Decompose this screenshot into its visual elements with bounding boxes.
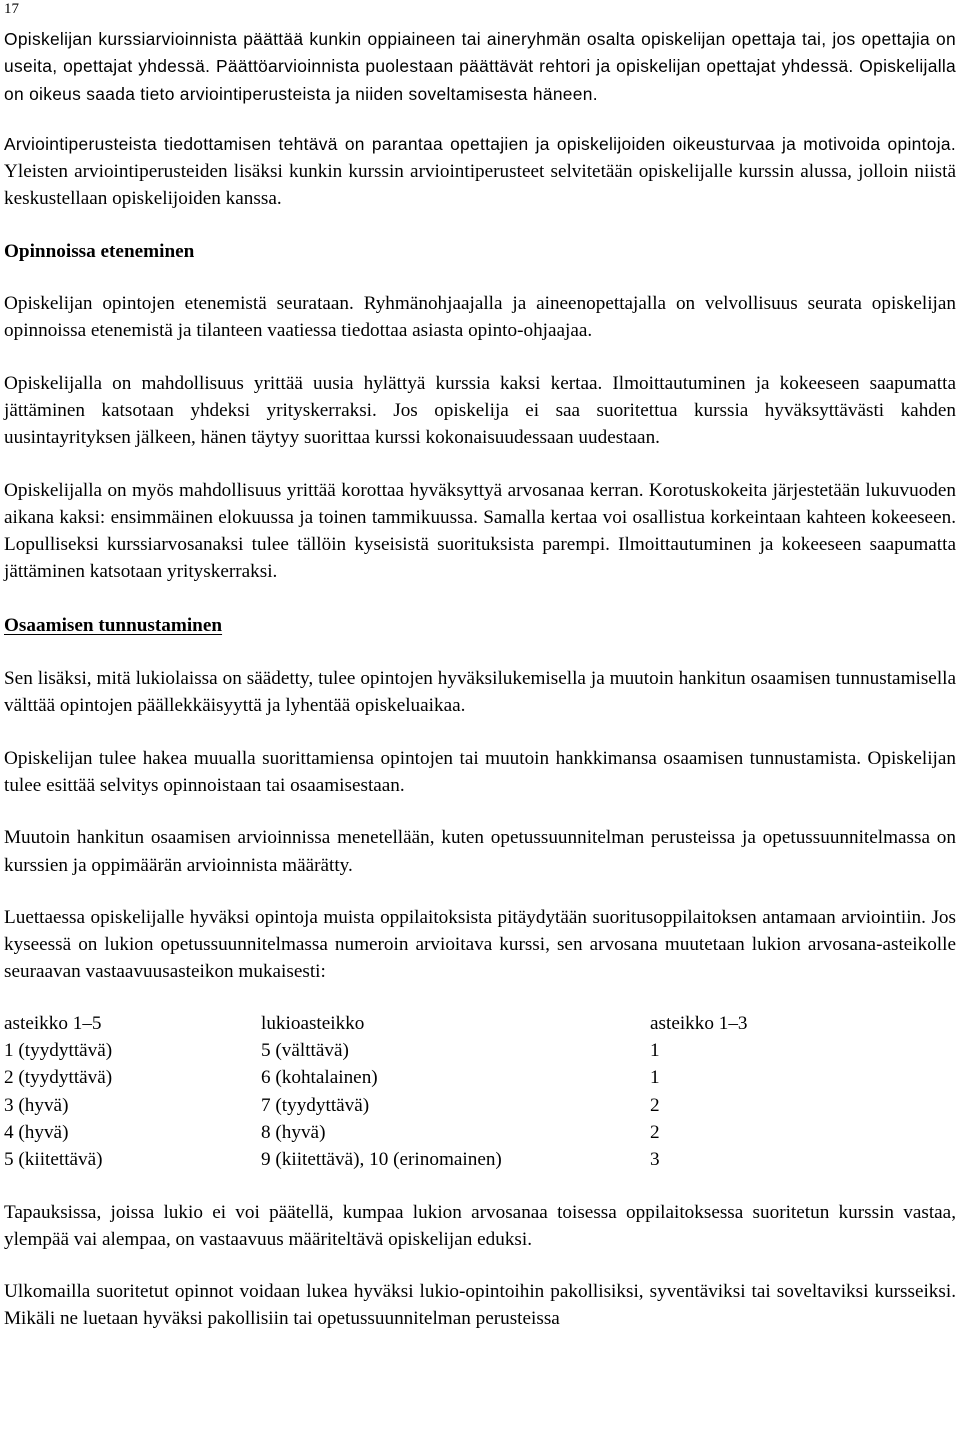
- paragraph-recognition-purpose: Sen lisäksi, mitä lukiolaissa on säädetty, tulee opintojen hyväksilukemisella ja muutoin hankitun osaamisen tunnustamisella välttää opintojen päällekkäisyyttä ja lyhentää opiskeluaikaa.: [4, 668, 956, 717]
- table-row: [4, 1119, 850, 1146]
- table-cell: 6 (kohtalainen): [261, 1067, 378, 1089]
- table-header-cell: asteikko 1–5: [4, 1012, 102, 1034]
- table-cell: 3: [650, 1149, 660, 1171]
- paragraph-assessment-criteria-info: [4, 131, 956, 213]
- table-row: [4, 1037, 850, 1064]
- paragraph-progress-monitoring: Opiskelijan opintojen etenemistä seurataan. Ryhmänohjaajalla ja aineenopettajalla on velvollisuus seurata opiskelijan opinnoissa etenemistä ja tilanteen vaatiessa tiedottaa asiasta opinto-ohjaajaa.: [4, 293, 956, 342]
- grade-conversion-table: [4, 1010, 850, 1174]
- heading-text: Osaamisen tunnustaminen: [4, 614, 223, 636]
- paragraph-recognition-assessment: Muutoin hankitun osaamisen arvioinnissa menetellään, kuten opetussuunnitelman perusteissa ja opetussuunnitelmassa on kurssien ja oppimäärän arvioinnista määrätty.: [4, 827, 956, 876]
- table-row: [4, 1146, 850, 1173]
- paragraph-retake-failed-course: Opiskelijalla on mahdollisuus yrittää uusia hylättyä kurssia kaksi kertaa. Ilmoittautuminen ja kokeeseen saapumatta jättäminen katsotaan yhdeksi yrityskerraksi. Jos opiskelija ei saa suoritettua kurssia hyväksyttävästi kahden uusintayrityksen jälkeen, hänen täytyy suorittaa kurssi kokonaisuudessaan uudestaan.: [4, 372, 956, 449]
- document-body: [4, 26, 956, 1333]
- paragraph-recognition-application: Opiskelijan tulee hakea muualla suorittamiensa opintojen tai muutoin hankkimansa osaamisen tunnustamista. Opiskelijan tulee esittää selvitys opinnoistaan tai osaamisestaan.: [4, 747, 956, 796]
- paragraph-grade-conversion: Luettaessa opiskelijalle hyväksi opintoja muista oppilaitoksista pitäydytään suoritusoppilaitoksen antamaan arviointiin. Jos kyseessä on lukion opetussuunnitelmassa numeroin arvioitava kurssi, sen arvosana muutetaan lukion arvosana-asteikolle seuraavan vastaavuusasteikon mukaisesti:: [4, 906, 956, 983]
- heading-recognition-of-learning: [4, 612, 956, 639]
- table-cell: 3 (hyvä): [4, 1094, 69, 1116]
- paragraph-fragment: Yleisten arviointiperusteiden lisäksi kunkin kurssin arviointiperusteet selvitetään opiskelijalle kurssin alussa, jolloin niistä keskustellaan opiskelijoiden kanssa.: [4, 161, 956, 210]
- table-cell: 1: [650, 1067, 660, 1089]
- heading-study-progress: Opinnoissa eteneminen: [4, 240, 195, 262]
- table-cell: 2: [650, 1121, 660, 1143]
- table-cell: 2 (tyydyttävä): [4, 1067, 113, 1089]
- paragraph-grade-improvement: Opiskelijalla on myös mahdollisuus yrittää korottaa hyväksyttyä arvosanaa kerran. Korotuskokeita järjestetään lukuvuoden aikana kaksi: ensimmäinen elokuussa ja toinen tammikuussa. Samalla kertaa voi osallistua korkeintaan kahteen kokeeseen. Lopulliseksi kurssiarvosanaksi tulee tällöin kyseisistä suorituksista parempi. Ilmoittautuminen ja kokeeseen saapumatta jättäminen katsotaan yrityskerraksi.: [4, 479, 956, 583]
- table-header-row: [4, 1010, 850, 1037]
- table-cell: 7 (tyydyttävä): [261, 1094, 370, 1116]
- paragraph-fragment: Arviointiperusteista tiedottamisen tehtävä on parantaa opettajien ja opiskelijoiden oikeusturvaa ja motivoida opintoja.: [4, 133, 956, 154]
- table-cell: 8 (hyvä): [261, 1121, 326, 1143]
- table-row: [4, 1092, 850, 1119]
- table-cell: 9 (kiitettävä), 10 (erinomainen): [261, 1149, 502, 1171]
- paragraph-assessment-decision: Opiskelijan kurssiarvioinnista päättää kunkin oppiaineen tai aineryhmän osalta opiskelijan opettaja tai, jos opettajia on useita, opettajat yhdessä. Päättöarvioinnista puolestaan päättävät rehtori ja opiskelijan opettajat yhdessä. Opiskelijalla on oikeus saada tieto arviointiperusteista ja niiden soveltamisesta häneen.: [4, 29, 956, 104]
- table-cell: 1 (tyydyttävä): [4, 1040, 113, 1062]
- paragraph-studies-abroad: Ulkomailla suoritetut opinnot voidaan lukea hyväksi lukio-opintoihin pakollisiksi, syventäviksi tai soveltaviksi kursseiksi. Mikäli ne luetaan hyväksi pakollisiin tai opetussuunnitelman perusteissa: [4, 1281, 956, 1330]
- paragraph-ambiguous-equivalence: Tapauksissa, joissa lukio ei voi päätellä, kumpaa lukion arvosanaa toisessa oppilaitoksessa suoritetun kurssin vastaa, ylempää vai alempaa, on vastaavuus määriteltävä opiskelijan eduksi.: [4, 1201, 956, 1250]
- table-cell: 5 (välttävä): [261, 1040, 349, 1062]
- table-row: [4, 1064, 850, 1091]
- table-cell: 5 (kiitettävä): [4, 1149, 103, 1171]
- table-cell: 4 (hyvä): [4, 1121, 69, 1143]
- table-cell: 2: [650, 1094, 660, 1116]
- table-header-cell: lukioasteikko: [261, 1012, 365, 1034]
- table-header-cell: asteikko 1–3: [650, 1012, 748, 1034]
- page-number: 17: [4, 1, 19, 17]
- table-cell: 1: [650, 1040, 660, 1062]
